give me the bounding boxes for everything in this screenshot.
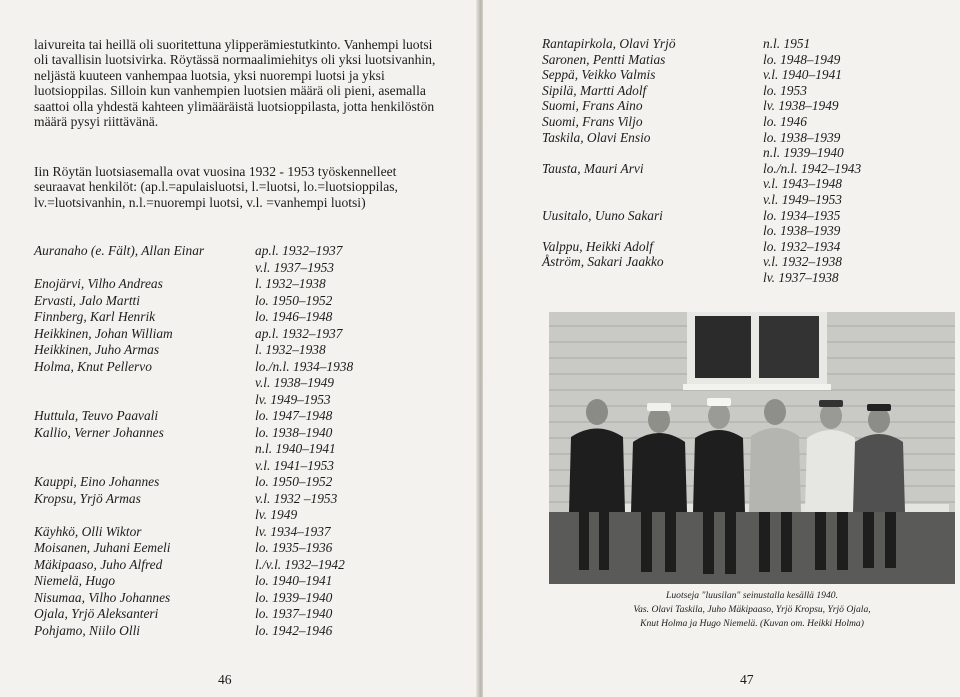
- staff-service-period: lo. 1932–1934: [763, 238, 841, 254]
- staff-service-period: lo. 1940–1941: [255, 573, 333, 588]
- staff-service-period: lo./n.l. 1942–1943: [763, 160, 862, 176]
- staff-name: Åström, Sakari Jaakko: [542, 254, 664, 270]
- staff-service-period: lo. 1948–1949: [763, 51, 841, 67]
- staff-name: Suomi, Frans Aino: [542, 98, 643, 114]
- staff-name: Tausta, Mauri Arvi: [542, 160, 644, 176]
- staff-name: Uusitalo, Uuno Sakari: [542, 207, 663, 223]
- staff-name: Pohjamo, Niilo Olli: [34, 622, 141, 638]
- staff-service-period: ap.l. 1932–1937: [255, 243, 343, 258]
- photo-caption-credit: Knut Holma ja Hugo Niemelä. (Kuvan om. Heikki Holma): [640, 618, 864, 629]
- staff-service-period: ap.l. 1932–1937: [255, 325, 343, 341]
- staff-service-period: lo. 1950–1952: [255, 292, 333, 308]
- photo-caption-title: Luotseja "luusilan" seinustalla kesällä 1940.: [666, 590, 838, 601]
- staff-name: Valppu, Heikki Adolf: [542, 238, 653, 254]
- staff-name: Heikkinen, Juho Armas: [34, 342, 160, 357]
- staff-service-period: lv. 1937–1938: [763, 270, 839, 285]
- staff-name: Enojärvi, Vilho Andreas: [34, 276, 163, 291]
- staff-service-period: v.l. 1949–1953: [763, 192, 842, 207]
- staff-service-period: lv. 1934–1937: [255, 523, 331, 539]
- staff-name: Saronen, Pentti Matias: [542, 51, 666, 67]
- staff-service-period: lo. 1937–1940: [255, 606, 333, 621]
- staff-name: Kropsu, Yrjö Armas: [34, 490, 141, 506]
- staff-service-period: v.l. 1943–1948: [763, 176, 842, 192]
- staff-service-period: v.l. 1941–1953: [255, 457, 334, 473]
- staff-service-period: n.l. 1939–1940: [763, 145, 844, 161]
- page-number-right: 47: [740, 672, 754, 687]
- staff-service-period: lo. 1946–1948: [255, 309, 333, 324]
- staff-name: Finnberg, Karl Henrik: [34, 309, 156, 324]
- staff-service-period: l./v.l. 1932–1942: [255, 556, 345, 572]
- staff-name: Moisanen, Juhani Eemeli: [34, 540, 171, 555]
- staff-service-period: lo. 1946: [763, 114, 807, 129]
- staff-name: Ervasti, Jalo Martti: [34, 292, 141, 308]
- staff-name: Suomi, Frans Viljo: [542, 114, 643, 129]
- staff-service-period: lv. 1938–1949: [763, 98, 839, 114]
- staff-service-period: lo. 1938–1939: [763, 223, 841, 239]
- staff-service-period: lo. 1950–1952: [255, 474, 333, 489]
- staff-name: Sipilä, Martti Adolf: [542, 82, 647, 98]
- page-number-left: 46: [218, 672, 232, 687]
- staff-name: Ojala, Yrjö Aleksanteri: [34, 606, 159, 621]
- staff-service-period: lo. 1947–1948: [255, 408, 333, 423]
- pilots-photo: [549, 312, 955, 584]
- staff-name: Holma, Knut Pellervo: [34, 358, 152, 374]
- staff-name: Rantapirkola, Olavi Yrjö: [542, 36, 676, 51]
- staff-name: Kauppi, Eino Johannes: [34, 474, 160, 489]
- staff-name: Seppä, Veikko Valmis: [542, 67, 656, 83]
- staff-name: Niemelä, Hugo: [34, 573, 116, 588]
- staff-service-period: v.l. 1940–1941: [763, 67, 842, 83]
- staff-service-period: n.l. 1951: [763, 36, 811, 51]
- staff-name: Käyhkö, Olli Wiktor: [34, 523, 142, 539]
- left-page: [0, 0, 478, 697]
- staff-service-period: lo. 1953: [763, 82, 807, 98]
- staff-service-period: v.l. 1932 –1953: [255, 490, 338, 506]
- staff-service-period: n.l. 1940–1941: [255, 441, 336, 456]
- staff-service-period: lo. 1935–1936: [255, 540, 333, 555]
- pilots-photo-image: [549, 312, 955, 584]
- intro-paragraph: laivureita tai heillä oli suoritettuna ylipperämiestutkinto. Vanhempi luotsi oli tavallisin luotsivirka. Röytässä normaalimiehitys oli yksi luotsivanhin, neljästä kuuteen vanhempaa luotsia, yksi nuorempi luotsi ja yksi luotsioppilas. Silloin kun vanhempien luotsien määrä oli pieni, asemalla saattoi olla yhdestä kahteen ylimääräistä luotsioppilasta, jotta henkilöstön määrä pysyi riittävänä.: [34, 37, 436, 130]
- staff-service-period: lv. 1949: [255, 507, 298, 522]
- staff-name: Nisumaa, Vilho Johannes: [34, 589, 171, 605]
- staff-intro-paragraph: Iin Röytän luotsiasemalla ovat vuosina 1932 - 1953 työskennelleet seuraavat henkilöt: (ap.l.=apulaisluotsi, l.=luotsi, lo.=luotsioppilas, lv.=luotsivanhin, n.l.=nuorempi luotsi, v.l. =vanhempi luotsi): [34, 164, 398, 210]
- staff-name: Kallio, Verner Johannes: [34, 424, 164, 440]
- staff-service-period: lo. 1938–1939: [763, 129, 841, 145]
- staff-service-period: lo./n.l. 1934–1938: [255, 358, 354, 374]
- staff-service-period: v.l. 1937–1953: [255, 259, 334, 275]
- staff-service-period: lo. 1942–1946: [255, 622, 333, 638]
- staff-name: Huttula, Teuvo Paavali: [34, 408, 159, 423]
- staff-name: Mäkipaaso, Juho Alfred: [34, 556, 163, 572]
- staff-service-period: v.l. 1932–1938: [763, 254, 842, 270]
- staff-service-period: l. 1932–1938: [255, 342, 326, 357]
- staff-service-period: lo. 1939–1940: [255, 589, 333, 605]
- staff-service-period: l. 1932–1938: [255, 276, 326, 291]
- staff-name: Taskila, Olavi Ensio: [542, 129, 651, 145]
- right-page: [483, 0, 960, 697]
- staff-name: Heikkinen, Johan William: [34, 325, 173, 341]
- staff-service-period: lo. 1938–1940: [255, 424, 333, 440]
- staff-name: Auranaho (e. Fält), Allan Einar: [34, 243, 205, 258]
- staff-service-period: v.l. 1938–1949: [255, 375, 334, 390]
- photo-caption-names: Vas. Olavi Taskila, Juho Mäkipaaso, Yrjö Kropsu, Yrjö Ojala,: [633, 604, 871, 615]
- staff-service-period: lv. 1949–1953: [255, 391, 331, 407]
- staff-service-period: lo. 1934–1935: [763, 207, 841, 223]
